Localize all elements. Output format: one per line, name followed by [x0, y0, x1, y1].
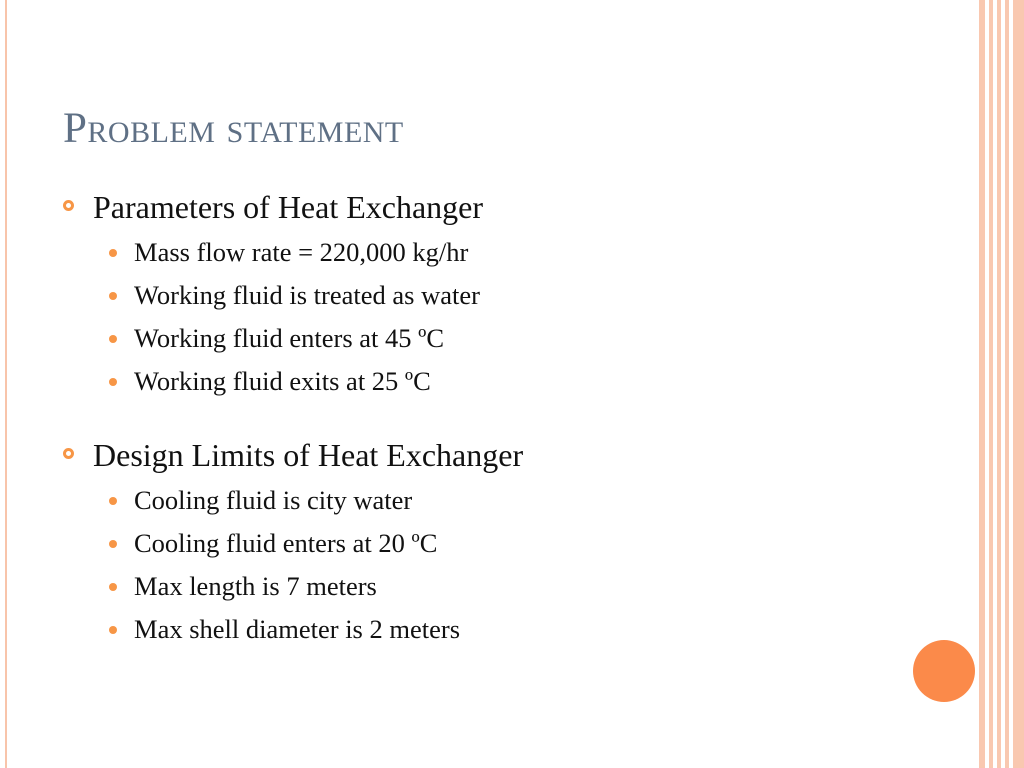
- decorative-stripe: [989, 0, 993, 768]
- section-heading: [63, 186, 943, 228]
- bullet-text: Cooling fluid enters at 20 ºC: [134, 528, 438, 558]
- section-heading: [63, 434, 943, 476]
- dot-bullet-icon: [109, 626, 117, 634]
- dot-bullet-icon: [109, 540, 117, 548]
- ring-bullet-icon: [63, 200, 74, 211]
- bullet-text: Working fluid enters at 45 ºC: [134, 323, 445, 353]
- bullet-item: [63, 360, 943, 403]
- bullet-list: [63, 231, 943, 403]
- slide-content: [63, 186, 943, 651]
- dot-bullet-icon: [109, 292, 117, 300]
- slide-left-border: [5, 0, 7, 768]
- decorative-stripe: [997, 0, 1001, 768]
- section-heading-text: Parameters of Heat Exchanger: [93, 189, 484, 225]
- ring-bullet-icon: [63, 448, 74, 459]
- bullet-text: Mass flow rate = 220,000 kg/hr: [134, 237, 469, 267]
- bullet-item: [63, 479, 943, 522]
- bullet-text: Cooling fluid is city water: [134, 485, 413, 515]
- bullet-item: [63, 565, 943, 608]
- bullet-text: Max length is 7 meters: [134, 571, 377, 601]
- bullet-item: [63, 274, 943, 317]
- bullet-item: [63, 231, 943, 274]
- dot-bullet-icon: [109, 583, 117, 591]
- bullet-text: Working fluid is treated as water: [134, 280, 480, 310]
- section-heading-text: Design Limits of Heat Exchanger: [93, 437, 524, 473]
- bullet-text: Max shell diameter is 2 meters: [134, 614, 461, 644]
- section-design-limits: [63, 434, 943, 651]
- bullet-text: Working fluid exits at 25 ºC: [134, 366, 431, 396]
- section-parameters: [63, 186, 943, 403]
- slide-title: Problem statement: [63, 105, 404, 152]
- dot-bullet-icon: [109, 249, 117, 257]
- decorative-stripe: [1005, 0, 1009, 768]
- dot-bullet-icon: [109, 335, 117, 343]
- decorative-stripe: [979, 0, 985, 768]
- dot-bullet-icon: [109, 378, 117, 386]
- dot-bullet-icon: [109, 497, 117, 505]
- bullet-item: [63, 608, 943, 651]
- bullet-item: [63, 317, 943, 360]
- bullet-list: [63, 479, 943, 651]
- decorative-stripe: [1013, 0, 1024, 768]
- decorative-circle: [913, 640, 975, 702]
- bullet-item: [63, 522, 943, 565]
